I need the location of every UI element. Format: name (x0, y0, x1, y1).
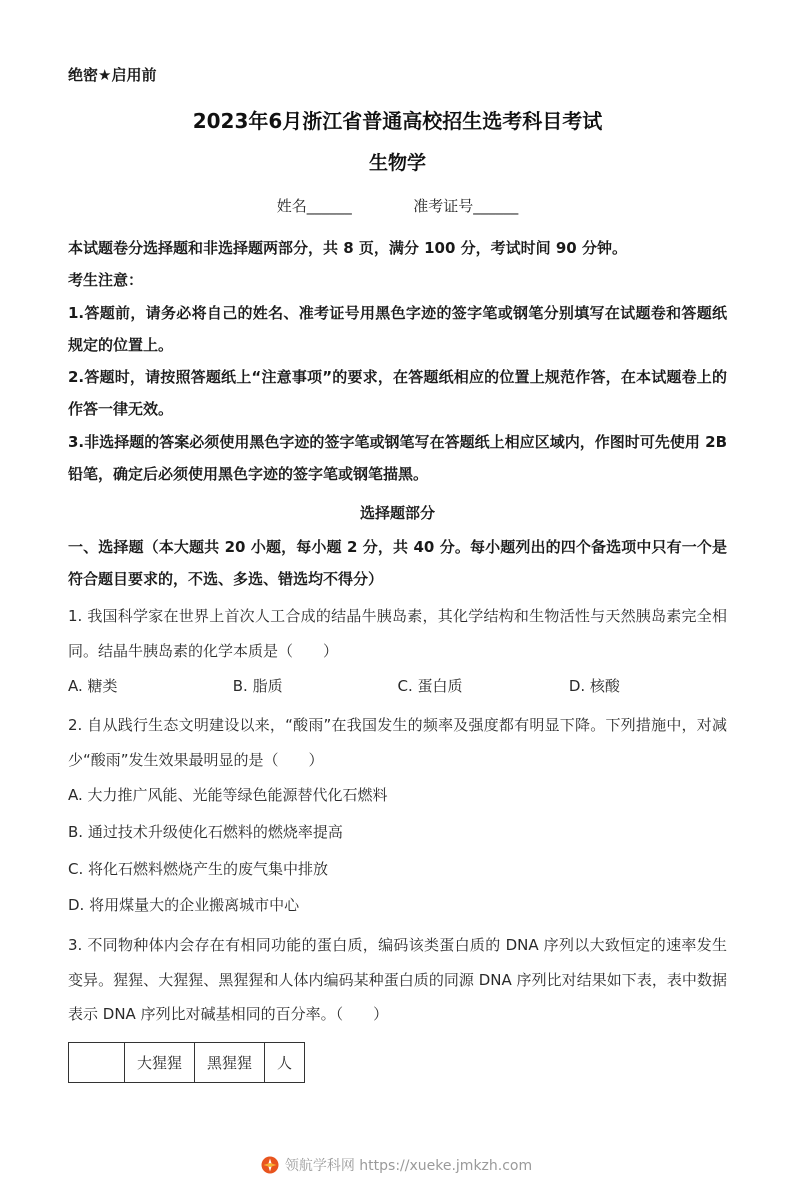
table-row (69, 1042, 305, 1082)
page-title: 2023年6月浙江省普通高校招生选考科目考试 (192, 109, 603, 133)
section-part-title: 选择题部分 (359, 504, 435, 522)
option-d: D. 将用煤量大的企业搬离城市中心 (68, 896, 300, 915)
question-3-stem: 3. 不同物种体内会存在有相同功能的蛋白质，编码该类蛋白质的 DNA 序列以大致恒定的速率发生变异。猩猩、大猩猩、黑猩猩和人体内编码某种蛋白质的同源 DNA 序列比对结果如下表，表中数据表示 DNA 序列比对碱基相同的百分率。（ ） (68, 936, 727, 1023)
footer-logo-icon (261, 1156, 279, 1174)
candidate-info-row (68, 195, 727, 216)
footer-watermark (0, 1155, 793, 1175)
option-a: A. 糖类 (68, 677, 118, 695)
option-b: B. 通过技术升级使化石燃料的燃烧率提高 (68, 822, 343, 841)
question-2-options (68, 777, 727, 924)
option-c: C. 蛋白质 (397, 677, 463, 695)
notice-item-1: 1.答题前，请务必将自己的姓名、准考证号用黑色字迹的签字笔或钢笔分别填写在试题卷和答题纸规定的位置上。 (68, 303, 727, 354)
secrecy-label: 绝密★启用前 (68, 66, 157, 84)
option-c: C. 将化石燃料燃烧产生的废气集中排放 (68, 859, 329, 878)
notice-heading: 考生注意： (68, 271, 144, 290)
option-d: D. 核酸 (568, 677, 620, 695)
option-a: A. 大力推广风能、光能等绿色能源替代化石燃料 (68, 786, 388, 804)
paper-intro: 本试题卷分选择题和非选择题两部分，共 8 页，满分 100 分，考试时间 90 分钟。 (68, 239, 627, 257)
table-cell-human: 人 (265, 1042, 305, 1082)
notice-item-2: 2.答题时，请按照答题纸上“注意事项”的要求，在答题纸相应的位置上规范作答，在本试题卷上的作答一律无效。 (68, 368, 727, 419)
exam-number-blank: 准考证号______ (413, 197, 519, 215)
section-instructions: 一、选择题（本大题共 20 小题，每小题 2 分，共 40 分。每小题列出的四个备选项中只有一个是符合题目要求的，不选、多选、错选均不得分） (68, 537, 727, 588)
notice-item-3: 3.非选择题的答案必须使用黑色字迹的签字笔或钢笔写在答题纸上相应区域内，作图时可先使用 2B 铅笔，确定后必须使用黑色字迹的签字笔或钢笔描黑。 (68, 432, 727, 483)
table-cell-empty (69, 1042, 125, 1082)
footer-text: 领航学科网 https://xueke.jmkzh.com (284, 1157, 533, 1174)
table-cell-chimpanzee: 黑猩猩 (195, 1042, 265, 1082)
dna-comparison-table (68, 1042, 305, 1083)
question-2-stem: 2. 自从践行生态文明建设以来，“酸雨”在我国发生的频率及强度都有明显下降。下列措施中，对减少“酸雨”发生效果最明显的是（ ） (68, 716, 727, 769)
question-1-stem: 1. 我国科学家在世界上首次人工合成的结晶牛胰岛素，其化学结构和生物活性与天然胰岛素完全相同。结晶牛胰岛素的化学本质是（ ） (68, 607, 727, 660)
name-blank: 姓名______ (276, 197, 352, 215)
option-b: B. 脂质 (232, 677, 283, 695)
subject-title: 生物学 (368, 152, 426, 174)
table-cell-gorilla: 大猩猩 (125, 1042, 195, 1082)
question-1-options (68, 668, 727, 704)
